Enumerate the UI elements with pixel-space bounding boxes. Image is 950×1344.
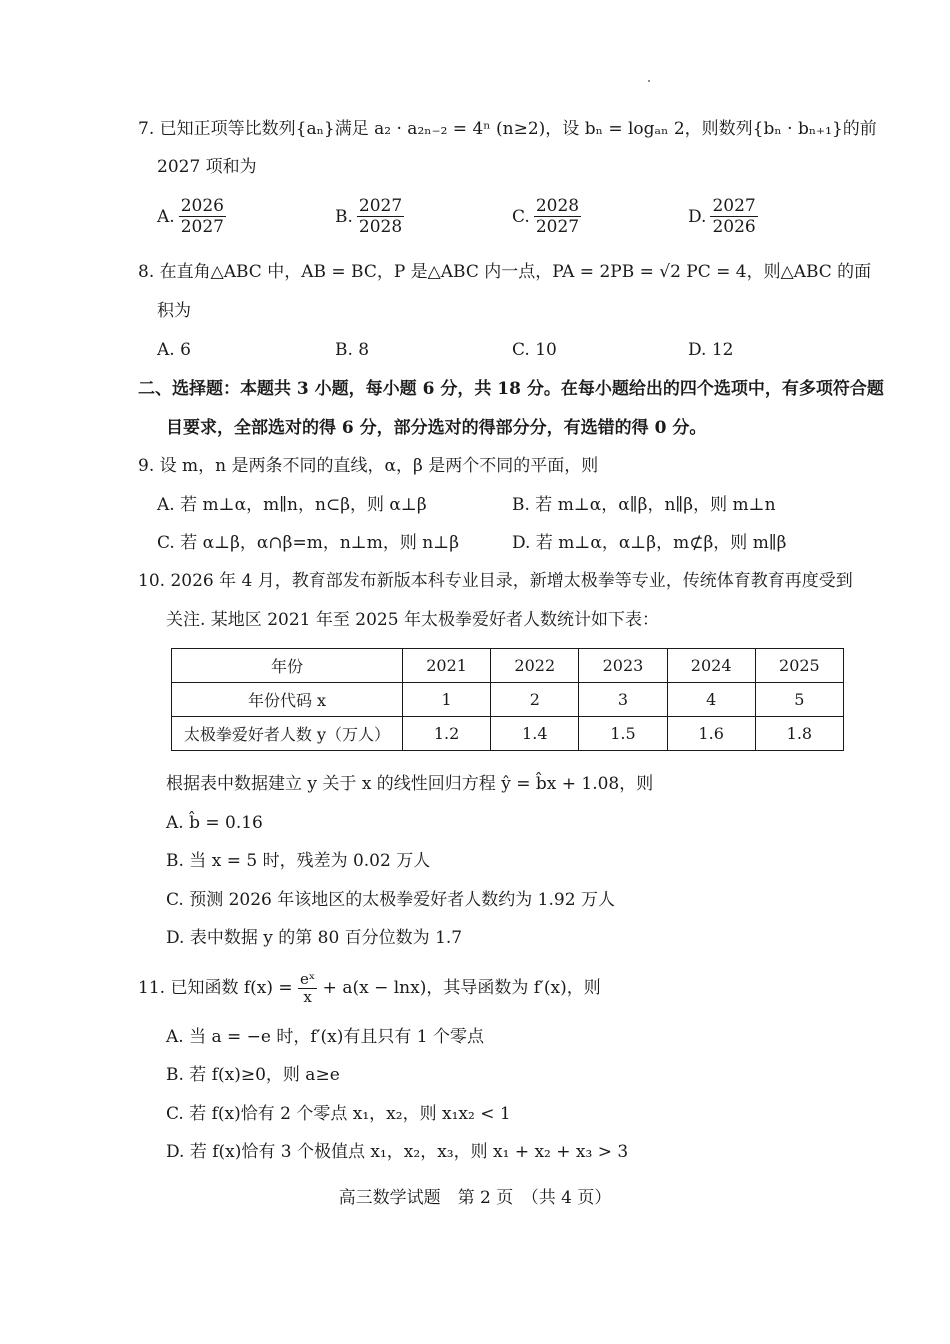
q7-option-d: [688, 196, 758, 237]
q8-option-c: C. 10: [512, 340, 557, 360]
q7-stem-line1: 7. 已知正项等比数列{aₙ}满足 a₂ · a₂ₙ₋₂ = 4ⁿ (n≥2)，设 bₙ = logₐₙ 2，则数列{bₙ · bₙ₊₁}的前: [138, 119, 877, 139]
q10-data-table: [171, 648, 844, 751]
table-cell: 2024: [667, 649, 755, 683]
table-cell: 2023: [579, 649, 667, 683]
q7-option-d-numerator: 2027: [712, 196, 756, 216]
table-cell: 2025: [755, 649, 843, 683]
q7-option-b: [335, 196, 404, 237]
table-cell: 1.6: [667, 717, 755, 751]
q7-option-b-denominator: 2028: [358, 217, 403, 237]
q11-option-a: A. 当 a = −e 时，f′(x)有且只有 1 个零点: [166, 1027, 485, 1047]
q7-option-a-denominator: 2027: [180, 217, 224, 237]
table-row-code: [172, 683, 844, 717]
table-cell: 1.8: [755, 717, 843, 751]
table-cell: 4: [667, 683, 755, 717]
q7-stem-line2: 2027 项和为: [157, 157, 257, 177]
table-cell: 1.4: [491, 717, 579, 751]
q7-option-c-label: C.: [512, 206, 530, 227]
q9-option-a: A. 若 m⊥α，m∥n，n⊂β，则 α⊥β: [157, 495, 427, 515]
q8-option-a: A. 6: [157, 340, 191, 360]
section2-heading-line2: 目要求，全部选对的得 6 分，部分选对的得部分分，有选错的得 0 分。: [166, 418, 707, 438]
q11-option-b: B. 若 f(x)≥0，则 a≥e: [166, 1065, 340, 1085]
table-row-count: [172, 717, 844, 751]
table-cell: 1.5: [579, 717, 667, 751]
table-cell: 3: [579, 683, 667, 717]
table-cell: 2022: [491, 649, 579, 683]
q11-stem-prefix: 11. 已知函数 f(x) =: [138, 978, 299, 998]
table-header-count: 太极拳爱好者人数 y（万人）: [172, 717, 403, 751]
q7-option-c: [512, 196, 581, 237]
q8-option-d: D. 12: [688, 340, 734, 360]
q11-fraction-denominator: x: [303, 988, 312, 1006]
q10-option-c: C. 预测 2026 年该地区的太极拳爱好者人数约为 1.92 万人: [166, 890, 615, 910]
q7-option-a-label: A.: [157, 206, 175, 227]
q9-stem: 9. 设 m，n 是两条不同的直线，α，β 是两个不同的平面，则: [138, 456, 599, 476]
q7-option-a-numerator: 2026: [180, 196, 224, 216]
section2-heading-line1: 二、选择题：本题共 3 小题，每小题 6 分，共 18 分。在每小题给出的四个选项中，有多项符合题: [138, 379, 884, 399]
table-header-year: 年份: [172, 649, 403, 683]
q9-option-c: C. 若 α⊥β，α∩β=m，n⊥m，则 n⊥β: [157, 533, 460, 553]
page-footer: 高三数学试题 第 2 页 （共 4 页）: [338, 1188, 612, 1208]
q11-stem-suffix: + a(x − lnx)，其导函数为 f′(x)，则: [317, 978, 601, 998]
q7-option-b-label: B.: [335, 206, 353, 227]
q7-option-d-label: D.: [688, 206, 707, 227]
q9-option-b: B. 若 m⊥α，α∥β，n∥β，则 m⊥n: [512, 495, 776, 515]
q7-option-c-denominator: 2027: [535, 217, 580, 237]
table-cell: 2021: [403, 649, 491, 683]
table-header-code: 年份代码 x: [172, 683, 403, 717]
q10-regression-text: 根据表中数据建立 y 关于 x 的线性回归方程 ŷ = b̂x + 1.08，则: [166, 774, 654, 794]
q11-fraction-numerator: eˣ: [300, 970, 316, 988]
scan-speck: [648, 80, 650, 82]
q11-option-c: C. 若 f(x)恰有 2 个零点 x₁，x₂，则 x₁x₂ < 1: [166, 1104, 511, 1124]
q8-option-b: B. 8: [335, 340, 370, 360]
q8-stem-line1: 8. 在直角△ABC 中，AB = BC，P 是△ABC 内一点，PA = 2PB = √2 PC = 4，则△ABC 的面: [138, 262, 872, 282]
table-cell: 1: [403, 683, 491, 717]
q10-option-b: B. 当 x = 5 时，残差为 0.02 万人: [166, 851, 431, 871]
q10-option-d: D. 表中数据 y 的第 80 百分位数为 1.7: [166, 928, 463, 948]
q10-stem-line1: 10. 2026 年 4 月，教育部发布新版本科专业目录，新增太极拳等专业，传统体育教育再度受到: [138, 571, 853, 591]
q9-option-d: D. 若 m⊥α，α⊥β，m⊄β，则 m∥β: [512, 533, 787, 553]
table-row-year: [172, 649, 844, 683]
q7-option-d-denominator: 2026: [712, 217, 756, 237]
table-cell: 1.2: [403, 717, 491, 751]
q11-option-d: D. 若 f(x)恰有 3 个极值点 x₁，x₂，x₃，则 x₁ + x₂ + x₃ > 3: [166, 1142, 629, 1162]
q7-option-a: [157, 196, 226, 237]
q7-option-b-numerator: 2027: [358, 196, 403, 216]
table-cell: 5: [755, 683, 843, 717]
q7-option-c-numerator: 2028: [535, 196, 580, 216]
q10-stem-line2: 关注. 某地区 2021 年至 2025 年太极拳爱好者人数统计如下表：: [166, 610, 659, 630]
q8-stem-line2: 积为: [157, 301, 191, 321]
q10-option-a: A. b̂ = 0.16: [166, 813, 263, 833]
q11-stem: [138, 971, 601, 1006]
table-cell: 2: [491, 683, 579, 717]
